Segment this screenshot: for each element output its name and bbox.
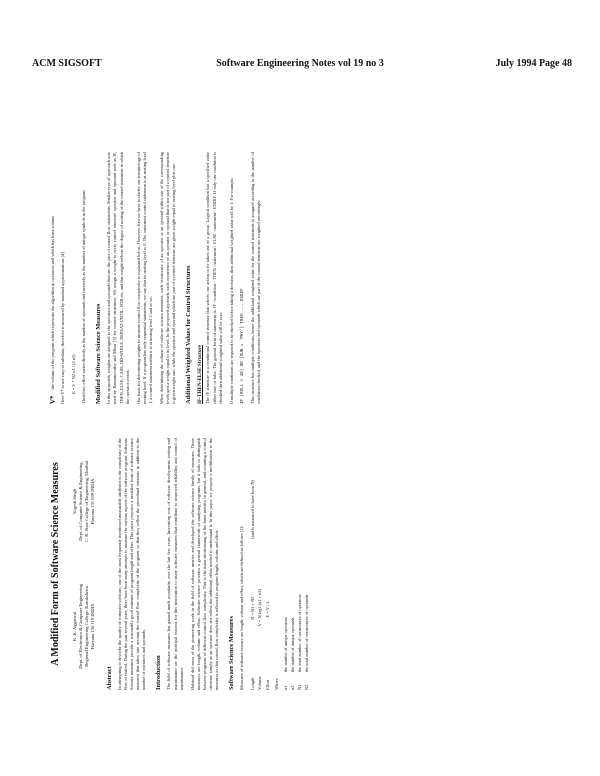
right-column <box>50 152 267 404</box>
def-symbol: N2 <box>303 684 309 690</box>
v-star-text: the volume of the program which represents the algorithm in operators and which has least volume <box>50 215 55 390</box>
author-name: Yogesh Singh <box>72 488 77 515</box>
modified-paragraph-3: When determining the volume of software science measures, each occurrence of an operator or an operand within one of the corresponding levels gets a weight equal to its level. In the proposed approach, each occurrence of an operator or operand that is not part of a control structure is given weight one, while the operator and operand which are part of a control structure are given weight equal to nesting level plus one. <box>159 152 177 404</box>
if-then-else-paragraph-3: This structure has multiple conditions, hence the additional weighted value for the control statement is assigned according to the number of conditions checked, and the operators and operands which are part of the control structure are weighted accordingly. <box>249 152 261 404</box>
author-place: Haryana 136 119 INDIA <box>90 603 95 650</box>
equation-length <box>250 438 256 690</box>
equation-formula: N = N1 + N2 <box>250 596 256 620</box>
if-then-else-heading: IF-THEN-ELSE Structure <box>197 344 204 404</box>
intro-paragraph-1: The field of software measures has gained much popularity over the last few years. Increasing cost of software development, testing and maintenance are the principal reasons for this motivation to study software measures that contribute to improved reliability and control of maintenance. <box>166 438 184 690</box>
equation-formula: E = V / L <box>264 600 270 618</box>
v-star-definition <box>50 152 56 404</box>
modified-paragraph-2: Our basis for determining weights to measure control flow complexity is explained below. However, first we have to clarify our terminology of nesting level. If a program has only sequential statements, we say that its nesting level is 0. The outermost control statement is at nesting level 1, a control statement within it is at nesting level 2 and so on. <box>135 152 153 404</box>
software-science-intro: Measures of software science are length, volume and effort, which are defined as follows [2]: <box>239 525 245 690</box>
intro-heading: Introduction <box>155 655 163 690</box>
header-date-page: July 1994 Page 48 <box>495 58 572 69</box>
where-label: Where <box>273 678 279 690</box>
author-dept: Dept. of Electronics & Computer Engineering <box>78 584 83 669</box>
author-place: Haryana 131 039 INDIA <box>90 478 95 525</box>
def-text: the total number of occurrences of operators <box>296 594 302 672</box>
modified-heading: Modified Software Science Measures <box>95 303 103 404</box>
def-symbol: n2 <box>289 685 295 690</box>
if-then-else-paragraph: The IF structure is a conditional control structure that selects one action to be taken out of a group. Logical condition has a specified value either true or false. The general form of statement is: IF <condition> THEN <statement> ELSE <statement> ENDIF. If only one condition is checked then additional weighted value will be zero. <box>205 152 223 404</box>
author-1 <box>72 569 96 684</box>
symbol-definitions <box>283 438 310 690</box>
author-org: C. R. State College of Engineering, Murthal <box>84 461 89 543</box>
def-symbol: N1 <box>296 684 302 690</box>
equation-note: (and is measured to have been N) <box>250 480 256 539</box>
paper-title: A Modified Form of Software Science Measures <box>50 462 61 666</box>
header-journal: ACM SIGSOFT <box>32 58 102 69</box>
equation-volume <box>257 438 263 690</box>
software-science-heading: Software Science Measures <box>228 616 236 690</box>
if-then-else-paragraph-2: If multiple conditions are required to be checked before taking a decision, then additional weighted value will be 1. For example, <box>228 177 234 404</box>
equation-formula: V = N log2 (n1 + n2) <box>257 588 263 627</box>
author-block <box>72 444 96 684</box>
abstract-heading: Abstract <box>106 666 113 690</box>
abstract-text: In attempting to describe the quality of computer software, one of the most frequently mentioned measurable attributes is the complexity of the flow of control. During the past several years, there have been many attempts to measure the various aspects of the software program. Software Science measures provide a reasonably good estimate of program length and effort. This paper proposes a modified form of software science measures that takes into account the control flow complexity of the program, so that they reflect the procedural structure in addition to the number of operators and operands. <box>117 437 147 690</box>
author-org: Regional Engineering College, Kurukshetra <box>84 586 89 667</box>
left-column <box>50 438 310 690</box>
equation-effort <box>265 438 271 690</box>
header-title: Software Engineering Notes vol 19 no 3 <box>216 58 384 69</box>
def-text: the total number of occurrences of operands <box>303 594 309 672</box>
equation-label: Effort <box>264 679 270 690</box>
equation-label: Volume <box>257 676 263 690</box>
def-text: the number of unique operators <box>282 616 288 672</box>
modified-paragraph-1: In this approach, weights are assigned to the operators and operands that are the part of control flow statements. Similar type of approach was used by Ramamoorthy and Misra [3] for control structures. We assign a weight to every control structure operator and operand such as IF, THEN, ELSE, CASE, DO-WHILE, REPEAT-UNTIL, FOR etc. and this weight reflects the degree of nesting of the control statement in which the operator occurs. <box>106 152 130 404</box>
note-approximation: Here V* is not easy to calculate, therefore is measured by standard approximations [4] <box>60 252 66 404</box>
weighted-values-heading: Additional Weighted Values for Control Structures <box>185 265 193 404</box>
author-name: K. K. Aggarwal <box>72 611 77 641</box>
note-effort: Therefore, effort varies directly as the number of operands and inversely as the number of unique symbols in the program. <box>81 189 87 404</box>
approx-formula: E = V * N2 n1 / (2 n2) <box>71 354 77 394</box>
code-example: IF (ROLL > 40) OR (SUB = 'PHY') THEN ... ENDIF <box>240 288 245 404</box>
def-text: the number of unique operands <box>289 617 295 672</box>
author-dept: Dept. of Computer Science & Engineering <box>78 462 83 541</box>
rotated-page-body <box>50 140 550 700</box>
author-2 <box>72 444 96 559</box>
intro-paragraph-2: Halstead did most of the pioneering work in the field of software metrics and developed the software science family of measures. These measures are length, volume and effort. Software science provides a general framework of analysing programs, but it fails to distinguish between programs of different control flow complexity. This is the main shortcoming of the basic metrics in general, and counting a control structure simply as an operator does not reflect the additional effort needed to understand it. In this paper, we propose a modification to the measures so that control flow complexity is reflected in program length, volume and effort. <box>189 438 220 690</box>
equation-label: Length <box>250 677 256 690</box>
def-symbol: n1 <box>282 685 288 690</box>
v-star-symbol: V* <box>49 395 57 404</box>
